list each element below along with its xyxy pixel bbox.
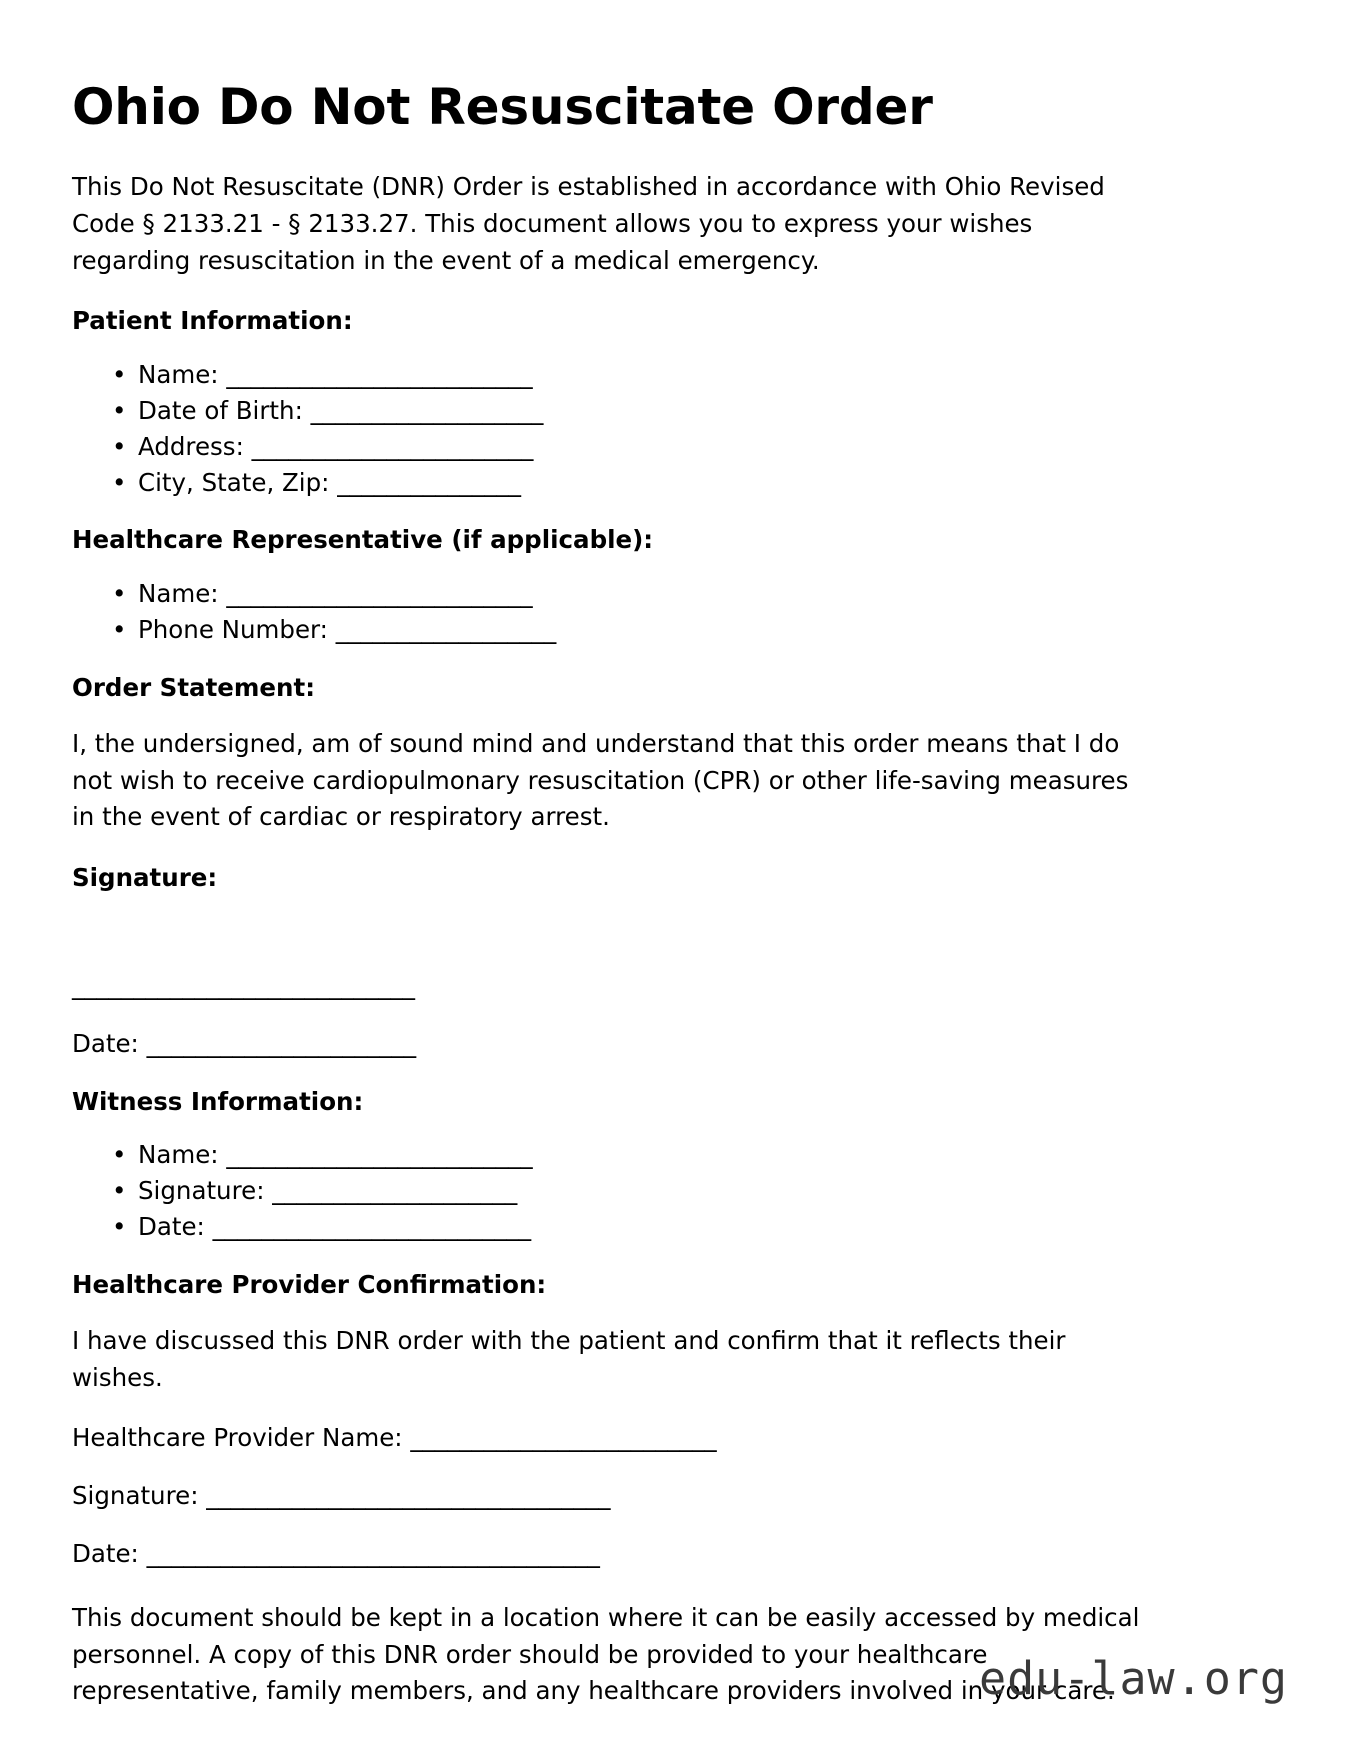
witness-information-field-list <box>72 1139 1290 1243</box>
field-label: Date of Birth: <box>138 395 303 425</box>
signature-heading: Signature: <box>72 863 218 893</box>
list-item <box>112 359 1290 391</box>
field-label: Healthcare Provider Name: <box>72 1423 403 1453</box>
healthcare-representative-field-list <box>72 578 1290 646</box>
field-blank-rule[interactable]: __________________________ <box>204 1212 532 1242</box>
field-label: City, State, Zip: <box>138 467 330 497</box>
field-label: Name: <box>138 360 219 390</box>
site-watermark: edu-law.org <box>978 1652 1288 1705</box>
provider-confirmation-heading: Healthcare Provider Confirmation: <box>72 1270 547 1299</box>
field-blank-rule[interactable]: _________________________________ <box>198 1481 611 1511</box>
signature-date-line <box>72 1028 1290 1060</box>
field-label: Name: <box>138 1140 219 1170</box>
field-label: Signature: <box>72 1481 199 1511</box>
field-blank-rule[interactable]: _________________________ <box>402 1423 717 1453</box>
field-blank-rule[interactable]: _________________________ <box>218 579 533 609</box>
field-blank-rule[interactable]: _____________________________________ <box>138 1539 600 1569</box>
field-label: Date: <box>72 1539 139 1569</box>
field-label: Name: <box>138 579 219 609</box>
patient-information-heading: Patient Information: <box>72 306 353 336</box>
field-label: Date: <box>138 1212 205 1242</box>
witness-information-heading: Witness Information: <box>72 1086 364 1116</box>
provider-date-line <box>72 1538 1290 1570</box>
list-item <box>112 578 1290 610</box>
field-blank-rule[interactable]: _______________ <box>329 467 521 497</box>
signature-blank-rule[interactable]: ____________________________ <box>72 970 415 1000</box>
closing-paragraph: This document should be kept in a location where it can be easily accessed by medical personnel. A copy of this DNR order should be provided to your healthcare representative, family members, and any healthcare providers involved in your care. <box>72 1602 1140 1706</box>
field-label: Signature: <box>138 1176 265 1206</box>
field-blank-rule[interactable]: _________________________ <box>218 360 533 390</box>
list-item <box>112 431 1290 463</box>
field-blank-rule[interactable]: ______________________ <box>138 1028 417 1058</box>
page-title: Ohio Do Not Resuscitate Order <box>72 78 933 136</box>
list-item <box>112 1139 1290 1171</box>
field-blank-rule[interactable]: ____________________ <box>264 1176 518 1206</box>
order-statement-text: I, the undersigned, am of sound mind and understand that this order means that I do not wish to receive cardiopulmonary resuscitation (CPR) or other life-saving measures in the event of cardiac or respiratory arrest. <box>72 728 1129 832</box>
list-item <box>112 395 1290 427</box>
list-item <box>112 1211 1290 1243</box>
provider-signature-line <box>72 1480 1290 1512</box>
field-blank-rule[interactable]: __________________ <box>327 615 557 645</box>
signature-spacer <box>72 916 1290 940</box>
patient-information-field-list <box>72 359 1290 498</box>
list-item <box>112 1175 1290 1207</box>
field-blank-rule[interactable]: ___________________ <box>302 395 544 425</box>
field-blank-rule[interactable]: _________________________ <box>218 1140 533 1170</box>
field-label: Date: <box>72 1028 139 1058</box>
field-label: Phone Number: <box>138 615 328 645</box>
field-blank-rule[interactable]: _______________________ <box>243 431 534 461</box>
provider-confirmation-text: I have discussed this DNR order with the patient and confirm that it reflects their wishes. <box>72 1325 1066 1392</box>
healthcare-representative-heading: Healthcare Representative (if applicable): <box>72 525 654 555</box>
order-statement-heading: Order Statement: <box>72 673 315 702</box>
intro-paragraph: This Do Not Resuscitate (DNR) Order is established in accordance with Ohio Revised Code § 2133.21 - § 2133.27. This document allows you to express your wishes regarding resuscitation in the event of a medical emergency. <box>72 172 1105 275</box>
provider-name-line <box>72 1422 1290 1454</box>
list-item <box>112 467 1290 499</box>
list-item <box>112 614 1290 646</box>
field-label: Address: <box>138 431 244 461</box>
